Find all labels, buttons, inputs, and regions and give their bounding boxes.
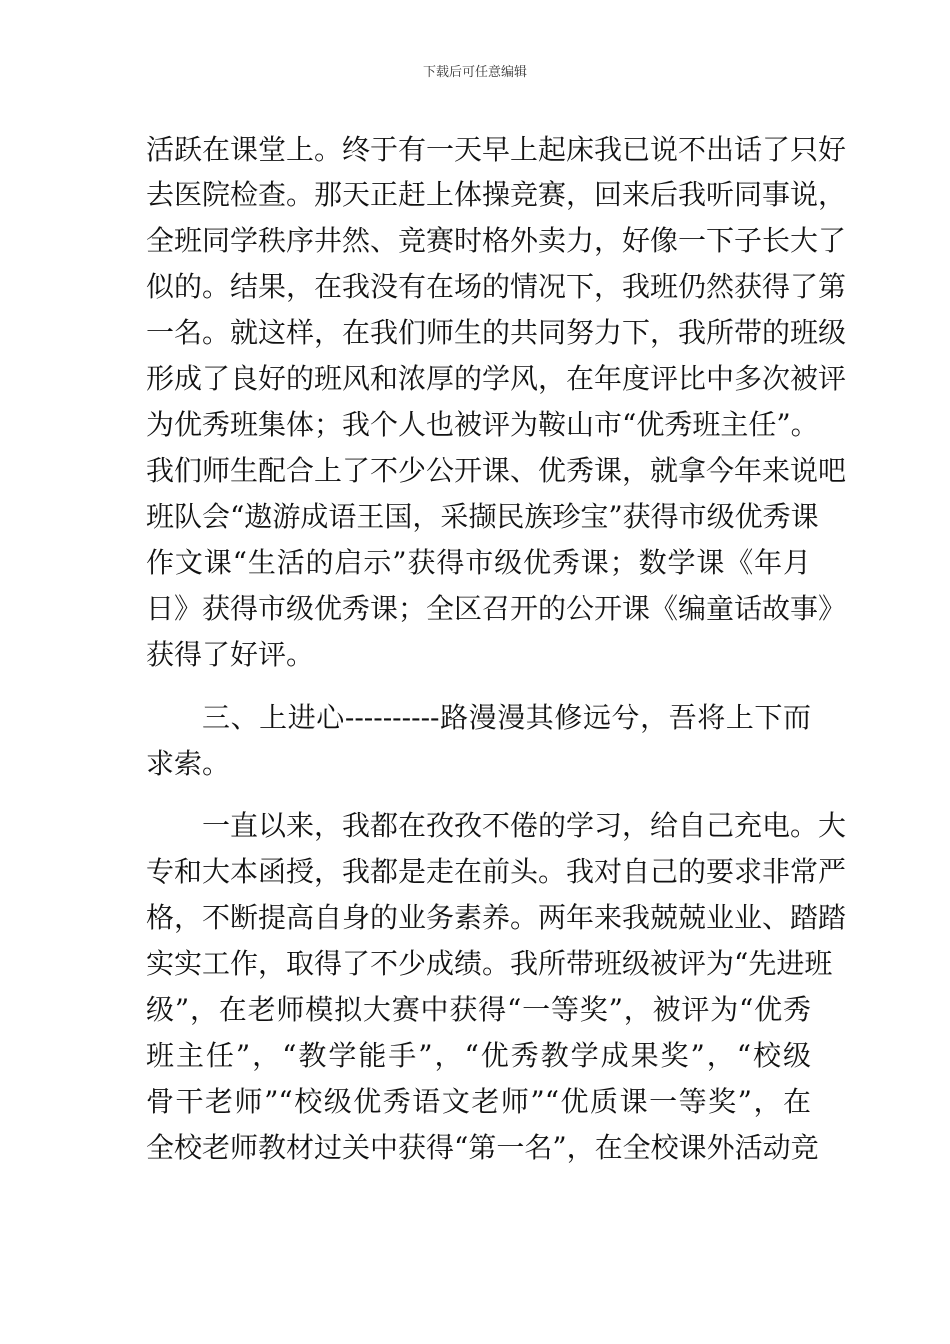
text-line: 全校老师教材过关中获得“第一名”，在全校课外活动竞: [146, 1131, 819, 1164]
text-line: 活跃在课堂上。终于有一天早上起床我已说不出话了只好: [146, 133, 847, 166]
text-line: 似的。结果，在我没有在场的情况下，我班仍然获得了第: [146, 270, 847, 303]
page-header-note: 下载后可任意编辑: [422, 65, 527, 80]
text-line: 实实工作，取得了不少成绩。我所带班级被评为“先进班: [146, 947, 833, 980]
text-line: 我们师生配合上了不少公开课、优秀课，就拿今年来说吧: [146, 454, 847, 487]
text-line: 班队会“遨游成语王国，采撷民族珍宝”获得市级优秀课: [146, 500, 819, 533]
text-line: 去医院检查。那天正赶上体操竞赛，回来后我听同事说，: [146, 178, 847, 211]
text-line: 一名。就这样，在我们师生的共同努力下，我所带的班级: [146, 316, 847, 349]
section-heading: 求索。: [146, 747, 231, 780]
text-line: 获得了好评。: [146, 638, 315, 671]
text-line: 全班同学秩序井然、竞赛时格外卖力，好像一下子长大了: [146, 224, 847, 257]
text-line: 一直以来，我都在孜孜不倦的学习，给自己充电。大: [202, 809, 847, 842]
text-line: 作文课“生活的启示”获得市级优秀课；数学课《年月: [146, 546, 811, 579]
text-line: 班主任”，“教学能手”，“优秀教学成果奖”，“校级: [146, 1039, 811, 1072]
text-line: 形成了良好的班风和浓厚的学风，在年度评比中多次被评: [146, 362, 847, 395]
section-heading: 三、上进心----------路漫漫其修远兮，吾将上下而: [202, 701, 811, 734]
text-line: 为优秀班集体；我个人也被评为鞍山市“优秀班主任”。: [146, 408, 819, 441]
text-line: 日》获得市级优秀课；全区召开的公开课《编童话故事》: [146, 592, 847, 625]
text-line: 专和大本函授，我都是走在前头。我对自己的要求非常严: [146, 855, 847, 888]
text-line: 格，不断提高自身的业务素养。两年来我兢兢业业、踏踏: [146, 901, 847, 934]
text-line: 骨干老师”“校级优秀语文老师”“优质课一等奖”，在: [146, 1085, 811, 1118]
text-line: 级”，在老师模拟大赛中获得“一等奖”，被评为“优秀: [146, 993, 811, 1026]
